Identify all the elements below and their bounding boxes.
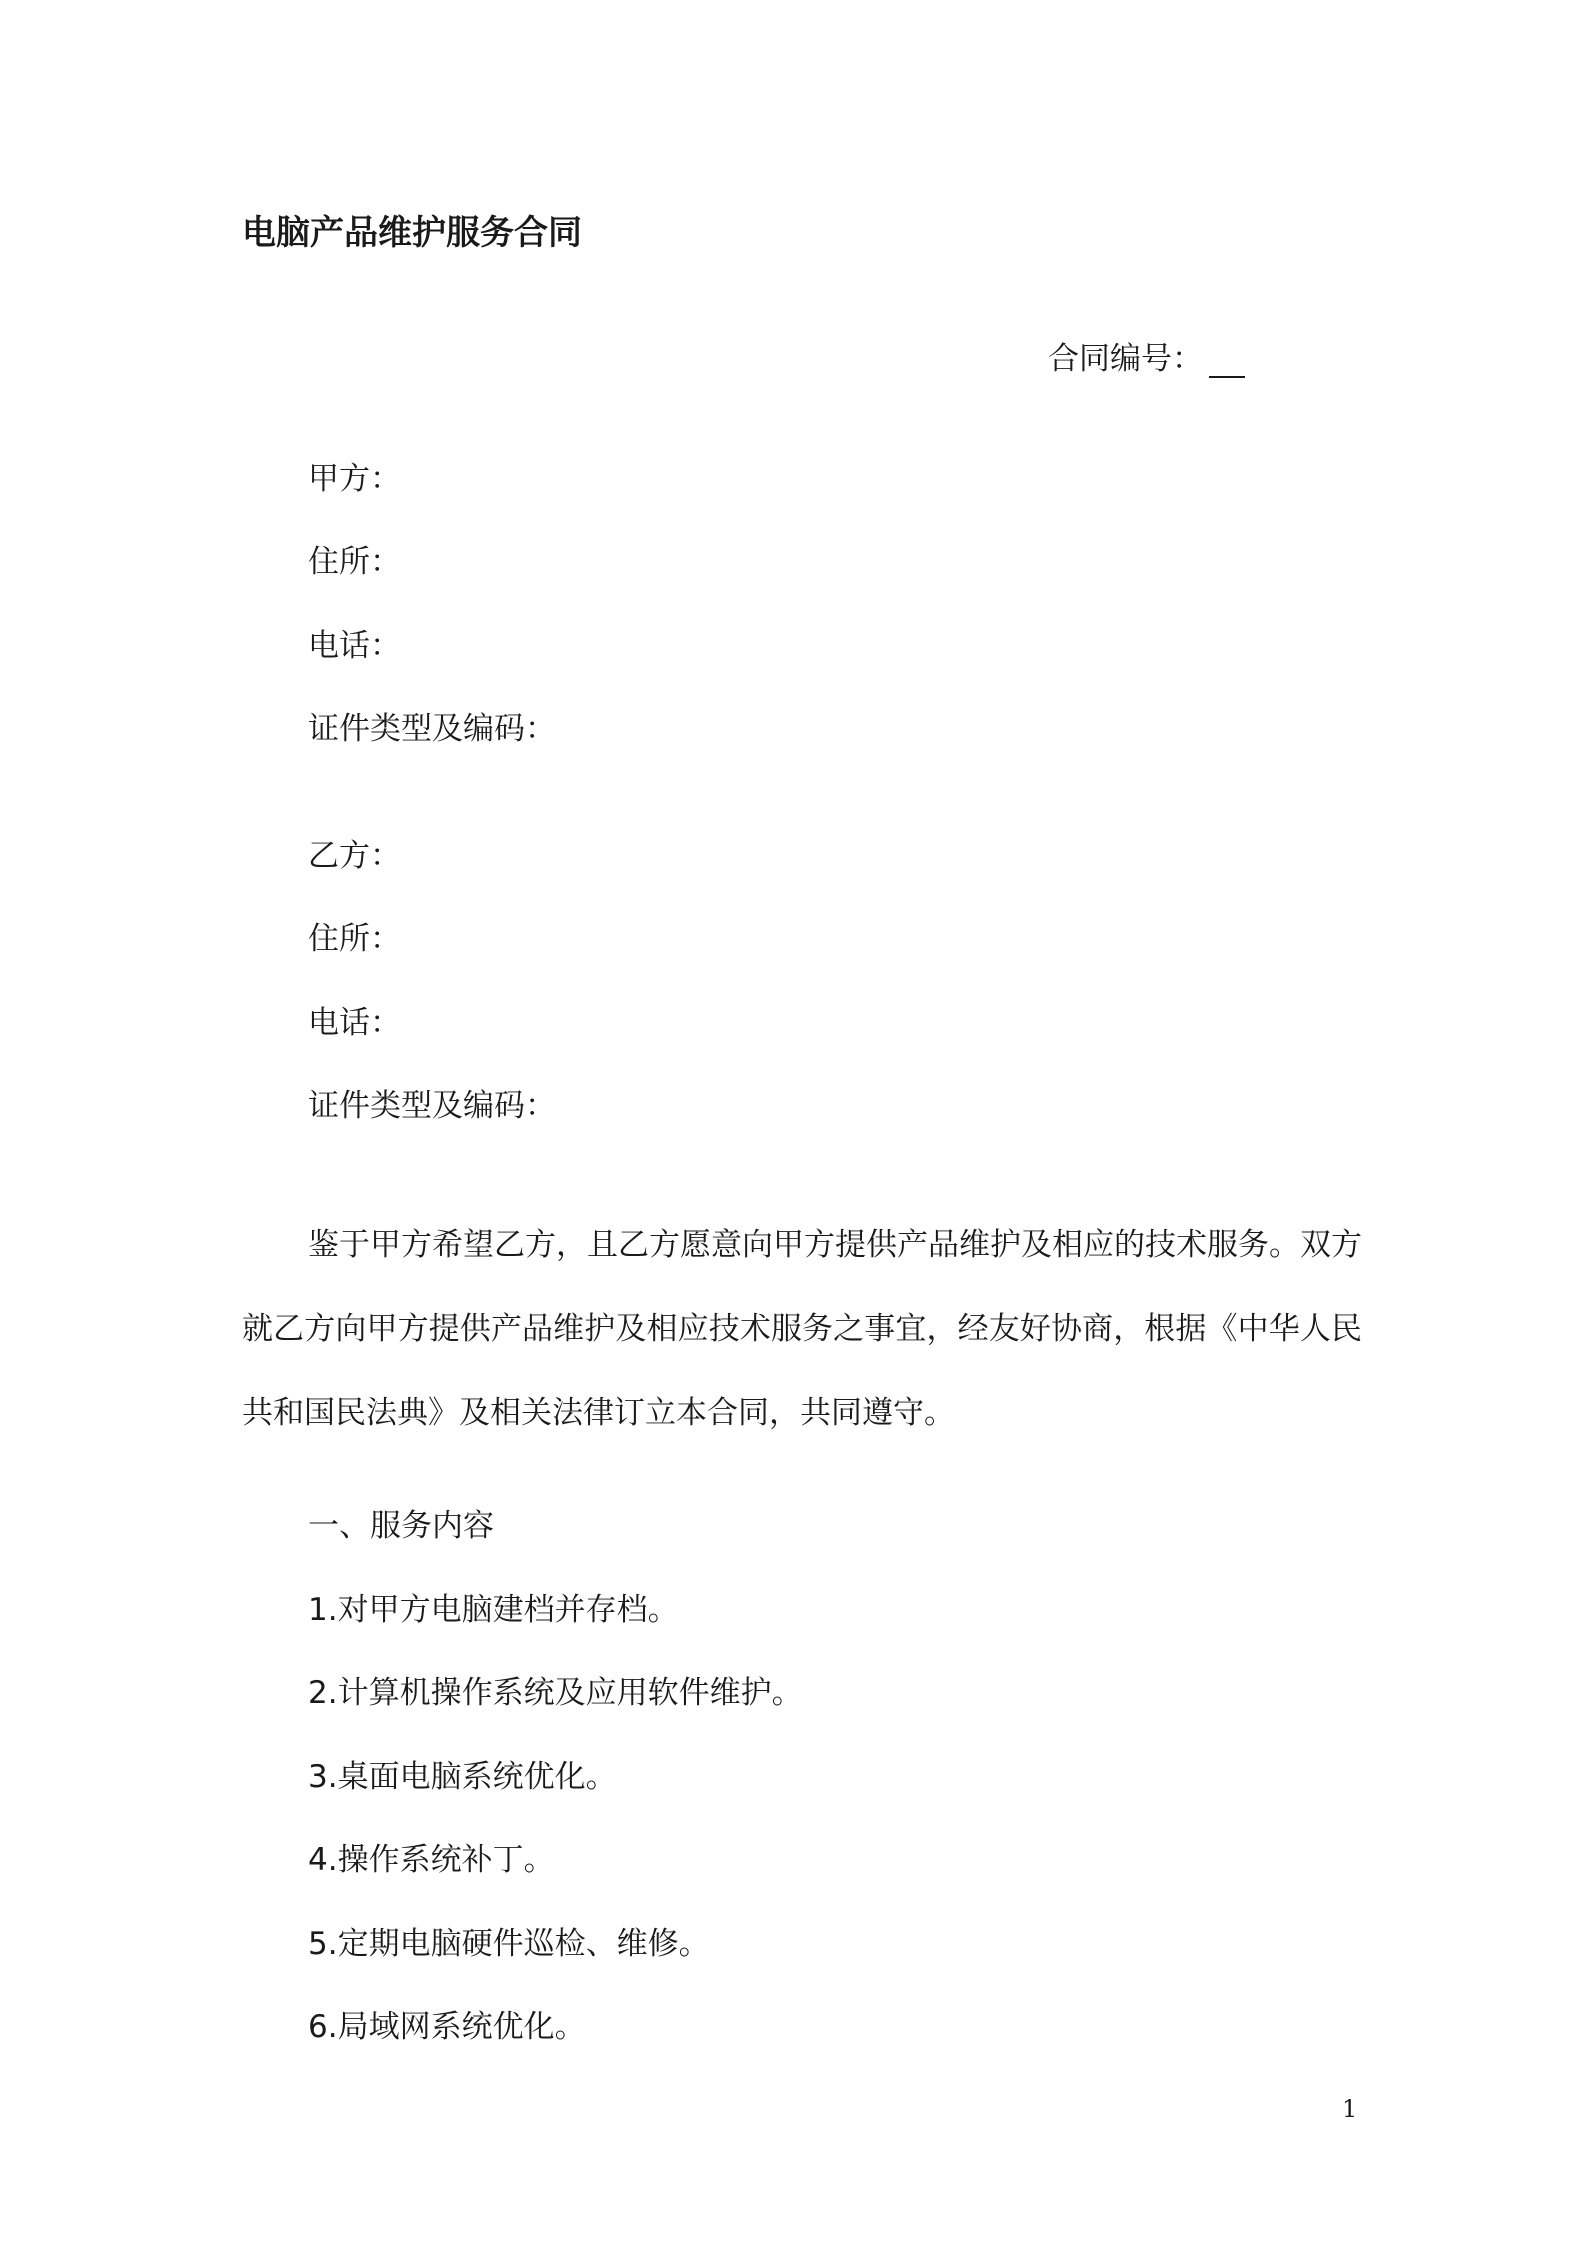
party-b-id-label: 证件类型及编码：: [308, 1088, 556, 1124]
party-a-name-label: 甲方：: [308, 461, 401, 497]
list-item: 3.桌面电脑系统优化。: [308, 1759, 617, 1795]
contract-number: [1048, 333, 1245, 378]
list-item: 1.对甲方电脑建档并存档。: [308, 1592, 679, 1628]
party-b-name-label: 乙方：: [308, 838, 401, 874]
party-b-address-label: 住所：: [308, 921, 401, 957]
contract-number-label: 合同编号：: [1048, 341, 1203, 377]
page-number: 1: [1342, 2095, 1358, 2123]
document-title: 电脑产品维护服务合同: [242, 213, 582, 253]
party-b-phone-label: 电话：: [308, 1005, 401, 1041]
list-item: 4.操作系统补丁。: [308, 1842, 555, 1878]
party-a-address-label: 住所：: [308, 544, 401, 580]
section-heading-service-content: 一、服务内容: [308, 1508, 494, 1544]
party-a-id-label: 证件类型及编码：: [308, 711, 556, 747]
list-item: 5.定期电脑硬件巡检、维修。: [308, 1926, 710, 1962]
party-a-phone-label: 电话：: [308, 628, 401, 664]
contract-number-blank: [1209, 338, 1245, 378]
list-item: 2.计算机操作系统及应用软件维护。: [308, 1675, 803, 1711]
list-item: 6.局域网系统优化。: [308, 2009, 586, 2045]
preamble-paragraph: 鉴于甲方希望乙方，且乙方愿意向甲方提供产品维护及相应的技术服务。双方就乙方向甲方提供产品维护及相应技术服务之事宜，经友好协商，根据《中华人民共和国民法典》及相关法律订立本合同，共同遵守。: [242, 1227, 1362, 1431]
